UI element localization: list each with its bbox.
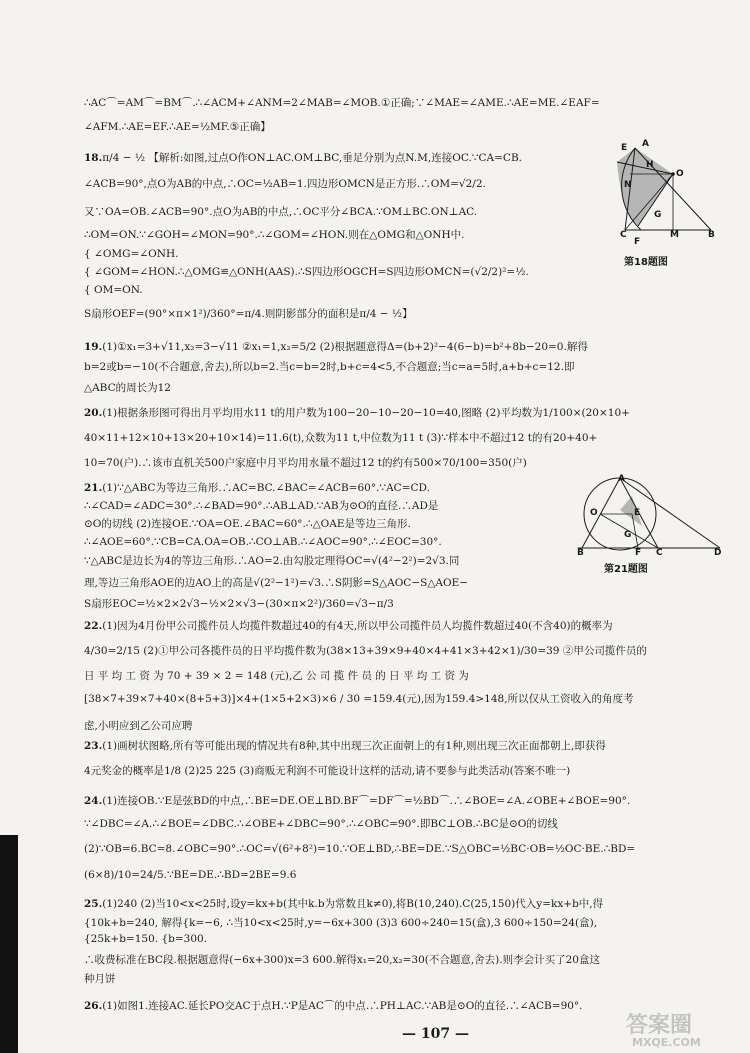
text-line: ∵△ABC是边长为4的等边三角形.∴AO=2.由勾股定理得OC=√(4²−2²)=2√3.同 <box>84 555 460 567</box>
text-line: 种月饼 <box>84 973 116 985</box>
question-26-line: 26.(1)如图1.连接AC.延长PO交AC于点H.∵P是AC⌒的中点.∴PH⊥AC.∵AB是⊙O的直径.∴∠ACB=90°. <box>84 1000 583 1012</box>
text-line: { ∠GOM=∠HON.∴△OMG≌△ONH(AAS).∴S四边形OGCH=S四边形OMCN=(√2/2)²=½. <box>84 266 529 278</box>
label-D: D <box>714 548 722 558</box>
label-N: N <box>624 180 632 190</box>
text-line: ⊙O的切线 (2)连接OE.∵OA=OE.∠BAC=60°.∴△OAE是等边三角形. <box>84 518 411 530</box>
question-24-line: 24.(1)连接OB.∵E是弦BD的中点,∴BE=DE.OE⊥BD.BF⌒=DF⌒=½BD⌒.∴∠BOE=∠A.∠OBE+∠BOE=90°. <box>84 795 631 807</box>
text-line: ∠AFM.∴AE=EF.∴AE=½MF.⑤正确】 <box>84 121 271 133</box>
text-line: {10k+b=240, 解得{k=−6, ∴当10<x<25时,y=−6x+300 (3)3 600÷240=15(盒),3 600÷150=24(盒), <box>84 917 598 929</box>
text-line: (2)∵OB=6.BC=8.∠OBC=90°.∴OC=√(6²+8²)=10.∵OE⊥BD,∴BE=DE.∵S△OBC=½BC·OB=½OC·BE.∴BD= <box>84 843 636 855</box>
text-line: ∠ACB=90°,点O为AB的中点,∴OC=½AB=1.四边形OMCN是正方形.∴OM=√2/2. <box>84 178 486 190</box>
label-O: O <box>676 169 684 179</box>
label-C: C <box>620 230 627 240</box>
page-edge-shadow <box>0 835 18 1053</box>
text-line: S扇形OEF=(90°×π×1²)/360°=π/4.则阴影部分的面积是π/4 − ½】 <box>84 308 413 320</box>
text-line: [38×7+39×7+40×(8+5+3)]×4+(1×5+2×3)×6 / 30 =159.4(元),因为159.4>148,所以仅从工资收入的角度考 <box>84 693 634 705</box>
text-line: ∴∠CAD=∠ADC=30°.∴∠BAD=90°.∴AB⊥AD.∵AB为⊙O的直径.∴AD是 <box>84 500 439 512</box>
text-line: 理,等边三角形AOE的边AO上的高是√(2²−1²)=√3.∴S阴影=S△AOC−S△AOE− <box>84 577 469 589</box>
label-F: F <box>634 237 641 247</box>
watermark-logo <box>618 1008 738 1050</box>
question-20-line: 20.(1)根据条形图可得出月平均用水11 t的用户数为100−20−10−20−10=40,图略 (2)平均数为1/100×(20×10+ <box>84 407 630 419</box>
watermark-cn: 答案圈 <box>626 1013 693 1038</box>
label-F: F <box>635 548 642 558</box>
text-line: 10=70(户).∴该市直机关500户家庭中月平均用水量不超过12 t的约有500×70/100=350(户) <box>84 457 527 469</box>
figure-18-diagram <box>611 138 721 250</box>
label-E: E <box>634 508 641 518</box>
text-line: ∵∠DBC=∠A.∴∠BOE=∠DBC.∴∠OBE+∠DBC=90°.∴∠OBC=90°.即BC⊥OB.∴BC是⊙O的切线 <box>84 818 558 830</box>
figure-21-caption: 第21题图 <box>604 564 648 575</box>
question-21-line: 21.(1)∵△ABC为等边三角形.∴AC=BC.∠BAC=∠ACB=60°.∵AC=CD. <box>84 482 430 494</box>
text-line: 40×11+12×10+13×20+10×14)=11.6(t),众数为11 t,中位数为11 t (3)∵样本中不超过12 t的有20+40+ <box>84 432 598 444</box>
label-B: B <box>708 230 715 240</box>
label-O: O <box>590 508 598 518</box>
text-line: ∴OM=ON.∵∠GOH=∠MON=90°.∴∠GOM=∠HON.则在△OMG和△ONH中. <box>84 229 465 241</box>
text-line: 4/30=2/15 (2)①甲公司各揽件员的日平均揽件数为(38×13+39×9+40×4+41×3+42×1)/30=39 ②甲公司揽件员的 <box>84 645 647 657</box>
text-line: b=2或b=−10(不合题意,舍去),所以b=2.当c=b=2时,b+c=4<5,不合题意;当c=a=5时,a+b+c=12.即 <box>84 361 575 373</box>
text-line: 又∵OA=OB.∠ACB=90°.点O为AB的中点,∴OC平分∠BCA.∵OM⊥BC.ON⊥AC. <box>84 206 478 218</box>
label-G: G <box>624 530 632 540</box>
text-line: 虑,小明应到乙公司应聘 <box>84 720 193 732</box>
question-18-line: 18.π/4 − ½ 【解析:如图,过点O作ON⊥AC.OM⊥BC,垂足分别为点N.M,连接OC.∵CA=CB. <box>84 152 522 164</box>
question-25-line: 25.(1)240 (2)当10<x<25时,设y=kx+b(其中k.b为常数且k≠0),将B(10,240).C(25,150)代入y=kx+b中,得 <box>84 898 604 910</box>
text-line: {25k+b=150. {b=300. <box>84 933 208 945</box>
text-line: △ABC的周长为12 <box>84 382 171 394</box>
text-line: S扇形EOC=½×2×2√3−½×2×√3−(30×π×2²)/360=√3−π/3 <box>84 598 394 610</box>
figure-18-caption: 第18题图 <box>624 257 668 268</box>
page-number: — 107 — <box>402 1026 469 1042</box>
text-line: { ∠OMG=∠ONH. <box>84 248 179 260</box>
text-line: 日 平 均 工 资 为 70 + 39 × 2 = 148 (元),乙 公 司 揽 件 员 的 日 平 均 工 资 为 <box>84 670 469 682</box>
question-19-line: 19.(1)①x₁=3+√11,x₂=3−√11 ②x₁=1,x₂=5/2 (2)根据题意得Δ=(b+2)²−4(6−b)=b²+8b−20=0.解得 <box>84 341 588 353</box>
answer-page <box>84 0 724 1053</box>
text-line: ∴AC⌒=AM⌒=BM⌒.∴∠ACM+∠ANM=2∠MAB=∠MOB.①正确;∵∠MAE=∠AME.∴AE=ME.∠EAF= <box>84 97 600 109</box>
text-line: 4元奖金的概率是1/8 (2)25 225 (3)商贩无利润不可能设计这样的活动,请不要参与此类活动(答案不唯一) <box>84 765 571 777</box>
text-line: ∴收费标准在BC段.根据题意得(−6x+300)x=3 600.解得x₁=20,x₂=30(不合题意,舍去).则李会计买了20盒这 <box>84 954 600 966</box>
label-B: B <box>577 548 584 558</box>
question-22-line: 22.(1)因为4月份甲公司揽件员人均揽件数超过40的有4天,所以甲公司揽件员人均揽件数超过40(不含40)的概率为 <box>84 620 613 632</box>
text-line: ∴∠AOE=60°.∵CB=CA.OA=OB.∴CO⊥AB.∴∠AOC=90°.∴∠EOC=30°. <box>84 536 442 548</box>
watermark-en: MXQE.COM <box>632 1036 701 1049</box>
label-E: E <box>621 143 628 153</box>
text-line: { OM=ON. <box>84 284 143 296</box>
question-23-line: 23.(1)画树状图略,所有等可能出现的情况共有8种,其中出现三次正面朝上的有1种,则出现三次正面都朝上,即获得 <box>84 740 606 752</box>
text-line: (6×8)/10=24/5.∵BE=DE.∴BD=2BE=9.6 <box>84 869 297 881</box>
label-C: C <box>656 548 663 558</box>
label-M: M <box>670 230 679 240</box>
label-G: G <box>654 210 662 220</box>
label-A: A <box>642 139 649 149</box>
label-A: A <box>618 474 625 484</box>
label-H: H <box>646 160 654 170</box>
